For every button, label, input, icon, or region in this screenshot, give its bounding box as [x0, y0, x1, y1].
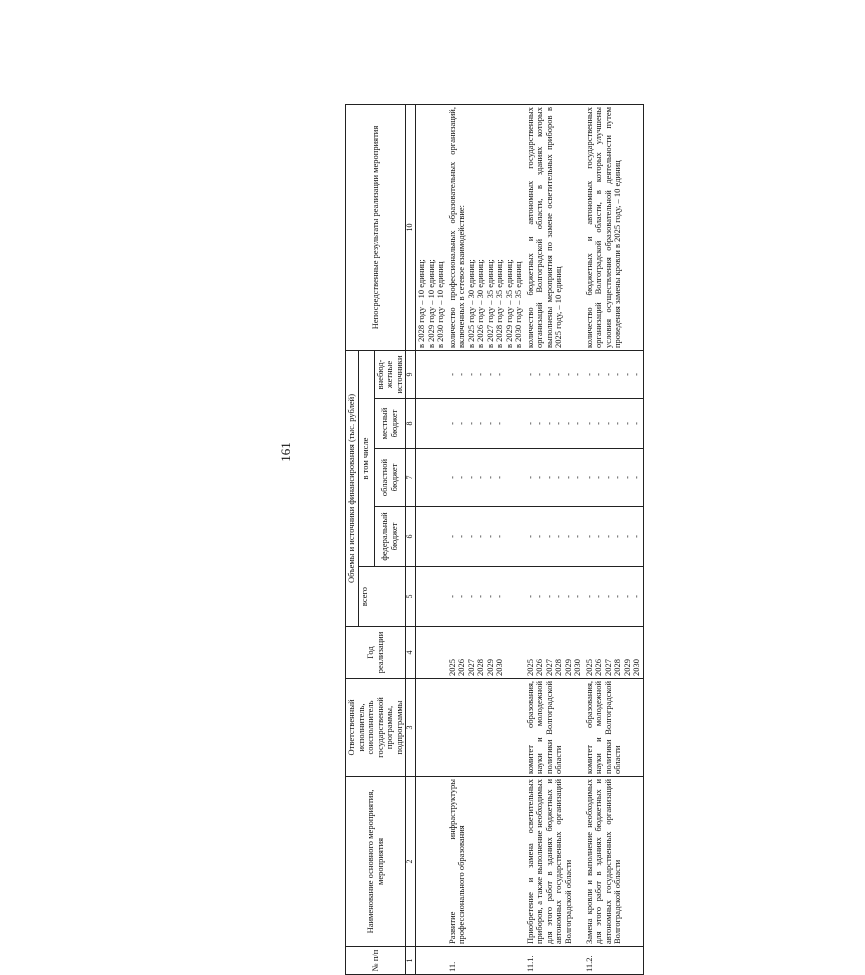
row-executor: комитет образования, науки и молодежной политики Волгоградской области	[584, 679, 644, 777]
total-values: - - - - - -	[447, 567, 525, 627]
continuation-row	[416, 105, 447, 975]
row-number: 11.	[447, 947, 525, 975]
row-years	[584, 627, 644, 679]
header-col-number: № п/п	[346, 947, 406, 975]
year: 2030	[494, 659, 505, 676]
year: 2025	[524, 659, 535, 676]
result-line: в 2029 году – 10 единиц;	[425, 259, 436, 348]
header-col-name: Наименование основного мероприятия, мероприятия	[346, 777, 406, 947]
local-values: - - - - - -	[447, 399, 525, 449]
result-line: в 2025 году – 30 единиц;	[465, 259, 476, 348]
result-line: в 2030 году – 35 единиц	[513, 261, 524, 348]
column-number: 6	[406, 507, 416, 567]
year: 2025	[446, 659, 457, 676]
row-number: 11.1.	[525, 947, 584, 975]
column-number: 4	[406, 627, 416, 679]
year: 2025	[583, 659, 594, 676]
header-col-results: Непосредственные результаты реализации мероприятия	[346, 105, 406, 351]
header-federal: федеральный бюджет	[374, 507, 406, 567]
row-results	[525, 105, 584, 351]
local-values: - - - - - -	[584, 399, 644, 449]
row-executor	[447, 679, 525, 777]
year: 2029	[484, 659, 495, 676]
column-number: 8	[406, 399, 416, 449]
table-row	[525, 105, 584, 975]
table-row	[447, 105, 525, 975]
year: 2027	[465, 659, 476, 676]
column-number: 1	[406, 947, 416, 975]
result-line: в 2029 году – 35 единиц;	[503, 259, 514, 348]
result-line: в 2026 году – 30 единиц;	[475, 259, 486, 348]
total-values: - - - - - -	[584, 567, 644, 627]
year: 2030	[631, 659, 642, 676]
page-number: 161	[278, 442, 293, 462]
year: 2027	[602, 659, 613, 676]
column-number: 5	[406, 567, 416, 627]
result-line: количество бюджетных и автономных государственных организаций Волгоградской области, в зданиях которых выполнены мероприятия по замене осветительных приборов в 2025 году, – 10 единиц	[524, 107, 564, 348]
header-offbudget: внебюд-жетные источники	[374, 351, 406, 399]
year: 2030	[572, 659, 583, 676]
result-line: количество бюджетных и автономных государственных организаций Волгоградской области, в которых улучшены условия осуществления образовательной деятельности путем проведения замены кровли в 2025 году, – 10 единиц	[583, 107, 623, 348]
year: 2026	[456, 659, 467, 676]
rotated-table-container	[345, 105, 865, 975]
result-line: в 2030 году – 10 единиц	[435, 261, 446, 348]
row-years	[447, 627, 525, 679]
continuation-results	[416, 105, 447, 351]
column-number: 3	[406, 679, 416, 777]
column-number: 9	[406, 351, 416, 399]
header-col-year: Год реализации	[346, 627, 406, 679]
result-line: в 2027 году – 35 единиц;	[484, 259, 495, 348]
header-local: местный бюджет	[374, 399, 406, 449]
column-number: 10	[406, 105, 416, 351]
year: 2028	[553, 659, 564, 676]
header-funding-group: Объемы и источники финансирования (тыс. рублей)	[346, 351, 359, 627]
offbudget-values: - - - - - -	[447, 351, 525, 399]
year: 2026	[534, 659, 545, 676]
row-results	[584, 105, 644, 351]
regional-values: - - - - - -	[584, 449, 644, 507]
result-line: в 2028 году – 10 единиц;	[416, 259, 427, 348]
year: 2026	[593, 659, 604, 676]
total-values: - - - - - -	[525, 567, 584, 627]
result-line: количество профессиональных образовательных организаций, включенных в сетевое взаимодействие:	[446, 107, 467, 348]
regional-values: - - - - - -	[447, 449, 525, 507]
header-regional: областной бюджет	[374, 449, 406, 507]
header-col-executor: Ответственный исполнитель, соисполнитель государственной программы, подпрограммы	[346, 679, 406, 777]
regional-values: - - - - - -	[525, 449, 584, 507]
year: 2029	[621, 659, 632, 676]
row-name: Приобретение и замена осветительных приборов, а также выполнение необходимых для этого работ в зданиях бюджетных и автономных государственных организаций Волгоградской области	[525, 777, 584, 947]
column-number-row	[406, 105, 416, 975]
year: 2028	[475, 659, 486, 676]
column-number: 2	[406, 777, 416, 947]
row-executor: комитет образования, науки и молодежной политики Волгоградской области	[525, 679, 584, 777]
row-name: Развитие инфраструктуры профессионального образования	[447, 777, 525, 947]
table-row	[584, 105, 644, 975]
row-name: Замена кровли и выполнение необходимых для этого работ в зданиях бюджетных и автономных государственных организаций Волгоградской области	[584, 777, 644, 947]
row-results	[447, 105, 525, 351]
year: 2027	[543, 659, 554, 676]
offbudget-values: - - - - - -	[584, 351, 644, 399]
local-values: - - - - - -	[525, 399, 584, 449]
header-including: в том числе	[358, 351, 374, 567]
year: 2029	[562, 659, 573, 676]
federal-values: - - - - - -	[584, 507, 644, 567]
funding-table	[345, 104, 644, 975]
row-number: 11.2.	[584, 947, 644, 975]
offbudget-values: - - - - - -	[525, 351, 584, 399]
row-years	[525, 627, 584, 679]
column-number: 7	[406, 449, 416, 507]
year: 2028	[612, 659, 623, 676]
federal-values: - - - - - -	[525, 507, 584, 567]
federal-values: - - - - - -	[447, 507, 525, 567]
header-total: всего	[358, 567, 406, 627]
result-line: в 2028 году – 35 единиц;	[494, 259, 505, 348]
